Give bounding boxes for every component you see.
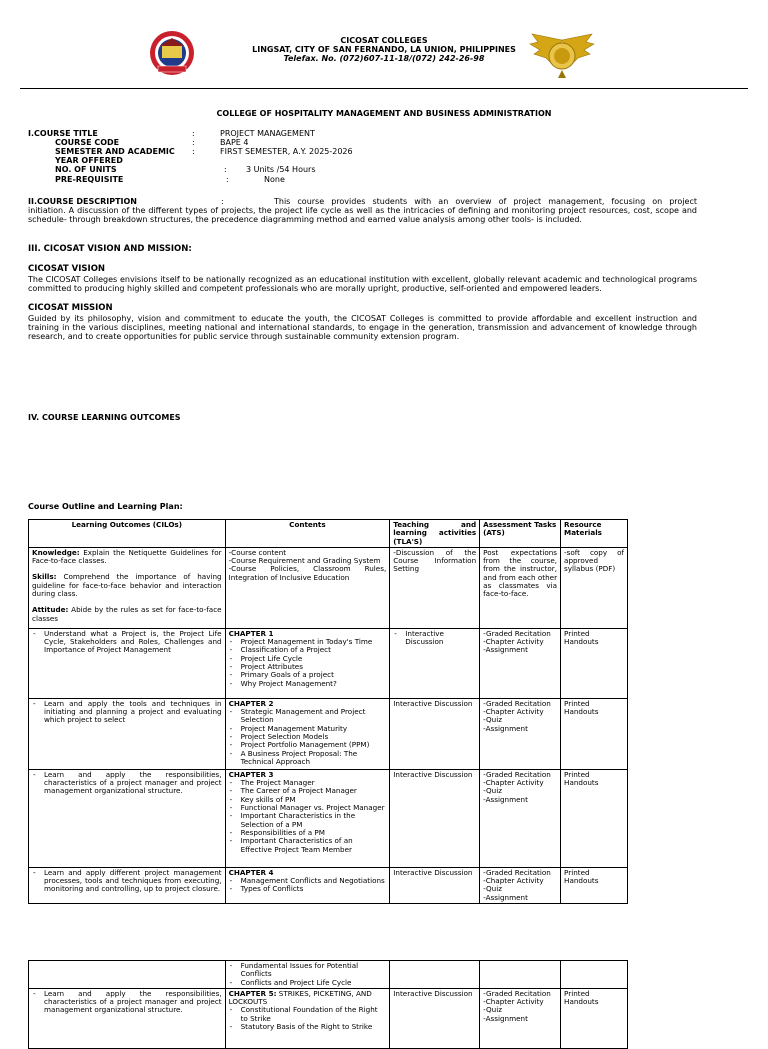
colon: :	[221, 197, 224, 206]
resource-cell: Printed Handouts	[561, 988, 628, 1048]
content-item: - Important Characteristics of an Effective Project Team Member	[241, 837, 387, 854]
outcome-text: - Learn and apply the responsibilities, characteristics of a project manager and project management organizational structure.	[44, 771, 222, 796]
ats-item: -Chapter Activity	[483, 637, 544, 647]
vision-text: The CICOSAT Colleges envisions itself to be nationally recognized as an educational institution with excellent, globally relevant academic and technological programs committed to producing highly skilled and competent professionals who are morally upright, productive, self-oriented and empowered leaders.	[28, 275, 697, 293]
colon: :	[192, 129, 195, 138]
content-item: - Fundamental Issues for Potential Conflicts	[241, 962, 387, 979]
resource-cell: Printed Handouts	[561, 698, 628, 769]
colon: :	[192, 147, 195, 156]
table-row: Knowledge: Explain the Netiquette Guidelines for Face-to-face classes. Skills: Comprehend the importance of having guideline for face-to-face behavior and interaction during class. Attitude: Abide by the rules as set for face-to-face classes -Course content -Course Requirement and Grading System -Course Policies, Classroom Rules, Integration of Inclusive Education -Discussion of the Course Information Setting Post expectations from the course, from the instructor, and from each other as classmates via face-to-face. -soft copy of approved syllabus (PDF)	[29, 547, 628, 628]
content-item: - Important Characteristics in the Selection of a PM	[241, 812, 387, 829]
ats-item: -Assignment	[483, 1013, 528, 1023]
ats-item: -Chapter Activity	[483, 997, 544, 1007]
ats-item: -Quiz	[483, 786, 502, 796]
outcome-text: - Learn and apply the tools and techniques in initiating and planning a project and evaluating which project to select	[44, 700, 222, 725]
tla-cell: Interactive Discussion	[390, 988, 480, 1048]
colon: :	[192, 138, 195, 147]
content-item: - Primary Goals of a project	[241, 671, 387, 679]
skills-label: Skills	[32, 572, 54, 582]
content-item: - Key skills of PM	[241, 796, 387, 804]
description-text-start: This course provides students with an overview of project management, focusing on project	[274, 197, 697, 206]
table-row	[29, 988, 628, 1048]
course-info	[28, 129, 728, 184]
semester-label: SEMESTER AND ACADEMIC	[55, 147, 175, 156]
content-item: - Project Portfolio Management (PPM)	[241, 741, 387, 749]
ats-item: -Quiz	[483, 715, 502, 725]
description-label: II.COURSE DESCRIPTION	[28, 197, 137, 206]
content-item: - Project Attributes	[241, 663, 387, 671]
description-text: initiation. A discussion of the different types of projects, the project life cycle as well as the intricacies of defining and monitoring project resources, cost, scope and schedule- through breakdown structures, the precedence diagramming method and earned value analysis among other tools- is included.	[28, 206, 697, 224]
ats-item: -Quiz	[483, 884, 502, 894]
content-item: -Course Requirement and Grading System	[228, 556, 381, 566]
resource-cell: -soft copy of approved syllabus (PDF)	[561, 547, 628, 628]
units-value: 3 Units /54 Hours	[246, 165, 316, 174]
outline-heading-text: Course Outline and Learning Plan	[28, 502, 180, 511]
outcome-text: - Understand what a Project is, the Project Life Cycle, Stakeholders and Roles, Challenges and Importance of Project Management	[44, 630, 222, 655]
semester-value: FIRST SEMESTER, A.Y. 2025-2026	[220, 147, 353, 156]
ats-item: -Chapter Activity	[483, 778, 544, 788]
course-outline-table	[28, 519, 628, 904]
units-label: NO. OF UNITS	[55, 165, 117, 174]
table-row	[29, 698, 628, 769]
college-name: COLLEGE OF HOSPITALITY MANAGEMENT AND BUSINESS ADMINISTRATION	[216, 109, 552, 118]
cicosat-seal-logo	[148, 28, 196, 78]
content-item: - Project Management Maturity	[241, 725, 387, 733]
content-item: - The Project Manager	[241, 779, 387, 787]
content-item: - The Career of a Project Manager	[241, 787, 387, 795]
tla-cell: Interactive Discussion	[390, 867, 480, 903]
ats-item: -Graded Recitation	[483, 628, 551, 638]
content-item: - Project Selection Models	[241, 733, 387, 741]
resource-cell: Printed Handouts	[561, 769, 628, 867]
content-item: - Project Management in Today's Time	[241, 638, 387, 646]
attitude-label: Attitude	[32, 605, 66, 615]
ats-item: -Chapter Activity	[483, 707, 544, 717]
ats-item: -Graded Recitation	[483, 769, 551, 779]
outcome-text: - Learn and apply the responsibilities, characteristics of a project manager and project management organizational structure.	[44, 990, 222, 1015]
tla-cell: Interactive Discussion	[390, 698, 480, 769]
content-item: - Conflicts and Project Life Cycle	[241, 979, 387, 987]
col-header-resources: Resource Materials	[561, 520, 628, 548]
ats-item: -Assignment	[483, 723, 528, 733]
prerequisite-label: PRE-REQUISITE	[55, 175, 124, 184]
content-item: -Course content	[228, 547, 287, 557]
ats-item: -Assignment	[483, 645, 528, 655]
course-code-value: BAPE 4	[220, 138, 249, 147]
ats-item: -Assignment	[483, 892, 528, 902]
col-header-outcomes-text: Learning Outcomes (CILOs)	[71, 520, 182, 529]
content-item: - Constitutional Foundation of the Right to Strike	[241, 1006, 387, 1023]
tla-cell: - Interactive Discussion	[405, 630, 476, 647]
chapter-title: CHAPTER 5:	[228, 988, 277, 998]
content-item: -Course Policies, Classroom Rules, Integration of Inclusive Education	[228, 564, 387, 582]
ats-item: -Quiz	[483, 1005, 502, 1015]
content-item: - Functional Manager vs. Project Manager	[241, 804, 387, 812]
table-row	[29, 961, 628, 989]
table-row	[29, 769, 628, 867]
content-item: - Statutory Basis of the Right to Strike	[241, 1023, 387, 1031]
mission-title: CICOSAT MISSION	[28, 303, 113, 313]
chapter-title: CHAPTER 1	[228, 628, 274, 638]
ats-item: -Chapter Activity	[483, 876, 544, 886]
col-header-tla: Teaching and learning activities (TLA'S)	[390, 520, 480, 548]
tla-cell: Interactive Discussion	[390, 769, 480, 867]
course-title-value: PROJECT MANAGEMENT	[220, 129, 315, 138]
course-description	[28, 197, 697, 224]
vision-title: CICOSAT VISION	[28, 264, 106, 274]
content-item: - Responsibilities of a PM	[241, 829, 387, 837]
prerequisite-value: None	[264, 175, 285, 184]
course-outcomes-heading: IV. COURSE LEARNING OUTCOMES	[28, 413, 181, 422]
header-divider	[20, 88, 748, 89]
course-code-label: COURSE CODE	[55, 138, 120, 147]
tla-cell: -Discussion of the Course Information Setting	[390, 547, 480, 628]
col-header-ats: Assessment Tasks (ATS)	[480, 520, 561, 548]
table-row	[29, 628, 628, 698]
knowledge-label: Knowledge	[32, 547, 77, 557]
chapter-title: CHAPTER 3	[228, 769, 274, 779]
resource-cell: Printed Handouts	[561, 867, 628, 903]
ats-item: -Graded Recitation	[483, 698, 551, 708]
course-title-label: I.COURSE TITLE	[28, 129, 98, 138]
year-offered-label: YEAR OFFERED	[55, 156, 123, 165]
ats-cell: Post expectations from the course, from the instructor, and from each other as classmates via face-to-face.	[480, 547, 561, 628]
content-item: - A Business Project Proposal: The Technical Approach	[241, 750, 387, 767]
colon: :	[226, 175, 229, 184]
skills-text: Comprehend the importance of having guideline for face-to-face behavior and interaction during class.	[32, 572, 222, 599]
course-outline-table-continued	[28, 960, 628, 1049]
school-name: CICOSAT COLLEGES	[340, 36, 428, 45]
ats-item: -Graded Recitation	[483, 867, 551, 877]
ats-item: -Graded Recitation	[483, 988, 551, 998]
vision-mission-heading: III. CICOSAT VISION AND MISSION:	[28, 244, 192, 254]
content-item: - Why Project Management?	[241, 680, 387, 688]
content-item: - Types of Conflicts	[241, 885, 387, 893]
school-header	[200, 36, 568, 63]
col-header-contents: Contents	[225, 520, 390, 548]
resource-cell: Printed Handouts	[561, 628, 628, 698]
knowledge-text: Explain the Netiquette Guidelines for Face-to-face classes.	[32, 547, 222, 566]
colon: :	[224, 165, 227, 174]
content-item: - Project Life Cycle	[241, 655, 387, 663]
mission-text: Guided by its philosophy, vision and commitment to educate the youth, the CICOSAT Colleges is committed to provide affordable and excellent instruction and training in the various disciplines, meeting national and international standards, to engage in the generation, transmission and advancement of knowledge through research, and to create opportunities for public service through sustainable community extension program.	[28, 314, 697, 341]
chapter-subtitle: STRIKES, PICKETING, AND LOCKOUTS	[228, 988, 372, 1007]
col-header-outcomes	[29, 520, 226, 548]
chapter-title: CHAPTER 4	[228, 867, 274, 877]
school-address: LINGSAT, CITY OF SAN FERNANDO, LA UNION, PHILIPPINES	[252, 45, 516, 54]
outcome-text: - Learn and apply different project management processes, tools and techniques from executing, monitoring and controlling, up to project closure.	[44, 869, 222, 894]
school-telefax: Telefax. No. (072)607-11-18/(072) 242-26-98	[283, 54, 485, 63]
content-item: - Classification of a Project	[241, 646, 387, 654]
table-row	[29, 867, 628, 903]
attitude-text: Abide by the rules as set for face-to-face classes	[32, 605, 222, 623]
content-item: - Strategic Management and Project Selection	[241, 708, 387, 725]
vision-mission-heading-text: III. CICOSAT VISION AND MISSION	[28, 244, 189, 254]
ats-item: -Assignment	[483, 794, 528, 804]
outline-heading: Course Outline and Learning Plan:	[28, 502, 183, 511]
content-item: - Management Conflicts and Negotiations	[241, 877, 387, 885]
chapter-title: CHAPTER 2	[228, 698, 274, 708]
